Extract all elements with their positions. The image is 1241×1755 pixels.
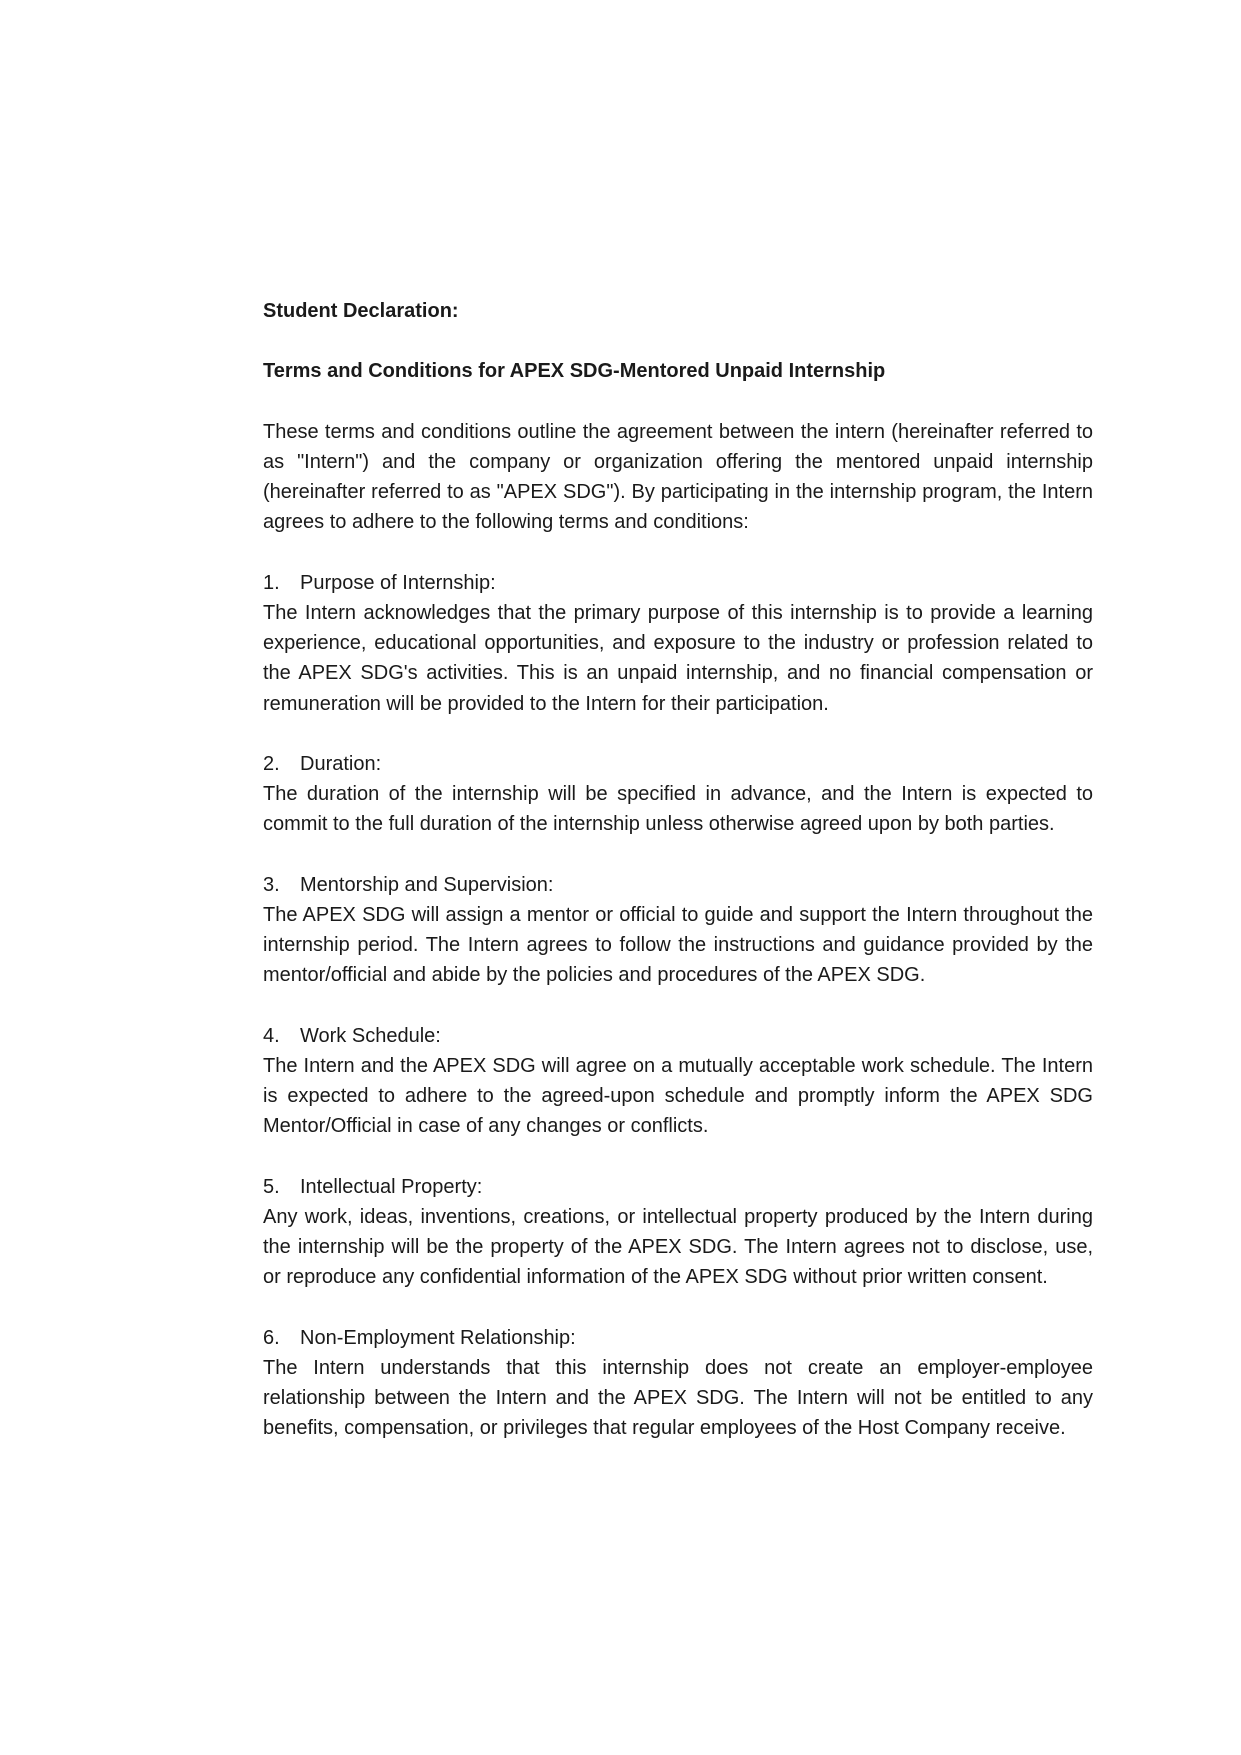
- section-title-text: Purpose of Internship:: [300, 571, 496, 594]
- section-title: [263, 1172, 1093, 1202]
- section: [263, 1142, 1093, 1293]
- document-page: [263, 296, 1093, 1444]
- section-title: [263, 749, 1093, 779]
- section-number: 5.: [263, 1175, 280, 1198]
- spacer: [263, 326, 1093, 356]
- section-body: Any work, ideas, inventions, creations, or intellectual property produced by the Intern during the internship will be the property of the APEX SDG. The Intern agrees not to disclose, use, or reproduce any confidential information of the APEX SDG without prior written consent.: [263, 1205, 1093, 1289]
- section-body: The Intern and the APEX SDG will agree on a mutually acceptable work schedule. The Intern is expected to adhere to the agreed-upon schedule and promptly inform the APEX SDG Mentor/Official in case of any changes or conflicts.: [263, 1054, 1093, 1138]
- declaration-title: Student Declaration:: [263, 300, 459, 322]
- section: [263, 719, 1093, 840]
- section-body: The Intern understands that this internship does not create an employer-employee relationship between the Intern and the APEX SDG. The Intern will not be entitled to any benefits, compensation, or privileges that regular employees of the Host Company receive.: [263, 1356, 1093, 1440]
- section-number: 3.: [263, 873, 280, 896]
- intro-paragraph: These terms and conditions outline the agreement between the intern (hereinafter referred to as "Intern") and the company or organization offering the mentored unpaid internship (hereinafter referred to as "APEX SDG"). By participating in the internship program, the Intern agrees to adhere to the following terms and conditions:: [263, 420, 1093, 534]
- section-title: [263, 1021, 1093, 1051]
- spacer: [263, 538, 1093, 568]
- section-number: 6.: [263, 1326, 280, 1349]
- section-title-text: Intellectual Property:: [300, 1175, 483, 1198]
- section: [263, 538, 1093, 719]
- section-title: [263, 568, 1093, 598]
- section-title: [263, 870, 1093, 900]
- section: [263, 1293, 1093, 1444]
- section-number: 1.: [263, 571, 280, 594]
- section-title-text: Work Schedule:: [300, 1024, 441, 1047]
- spacer: [263, 719, 1093, 749]
- section-title-text: Non-Employment Relationship:: [300, 1326, 576, 1349]
- spacer: [263, 991, 1093, 1021]
- spacer: [263, 387, 1093, 417]
- spacer: [263, 840, 1093, 870]
- section-body: The Intern acknowledges that the primary purpose of this internship is to provide a learning experience, educational opportunities, and exposure to the industry or profession related to the APEX SDG's activities. This is an unpaid internship, and no financial compensation or remuneration will be provided to the Intern for their participation.: [263, 601, 1093, 715]
- section-title-text: Mentorship and Supervision:: [300, 873, 554, 896]
- section-title: [263, 1323, 1093, 1353]
- section-number: 2.: [263, 752, 280, 775]
- document-title: Terms and Conditions for APEX SDG-Mentored Unpaid Internship: [263, 360, 886, 383]
- section-number: 4.: [263, 1024, 280, 1047]
- spacer: [263, 1293, 1093, 1323]
- spacer: [263, 1142, 1093, 1172]
- section-title-text: Duration:: [300, 752, 382, 775]
- section-body: The duration of the internship will be specified in advance, and the Intern is expected to commit to the full duration of the internship unless otherwise agreed upon by both parties.: [263, 783, 1093, 836]
- section: [263, 840, 1093, 991]
- section: [263, 991, 1093, 1142]
- section-body: The APEX SDG will assign a mentor or official to guide and support the Intern throughout the internship period. The Intern agrees to follow the instructions and guidance provided by the mentor/official and abide by the policies and procedures of the APEX SDG.: [263, 903, 1093, 987]
